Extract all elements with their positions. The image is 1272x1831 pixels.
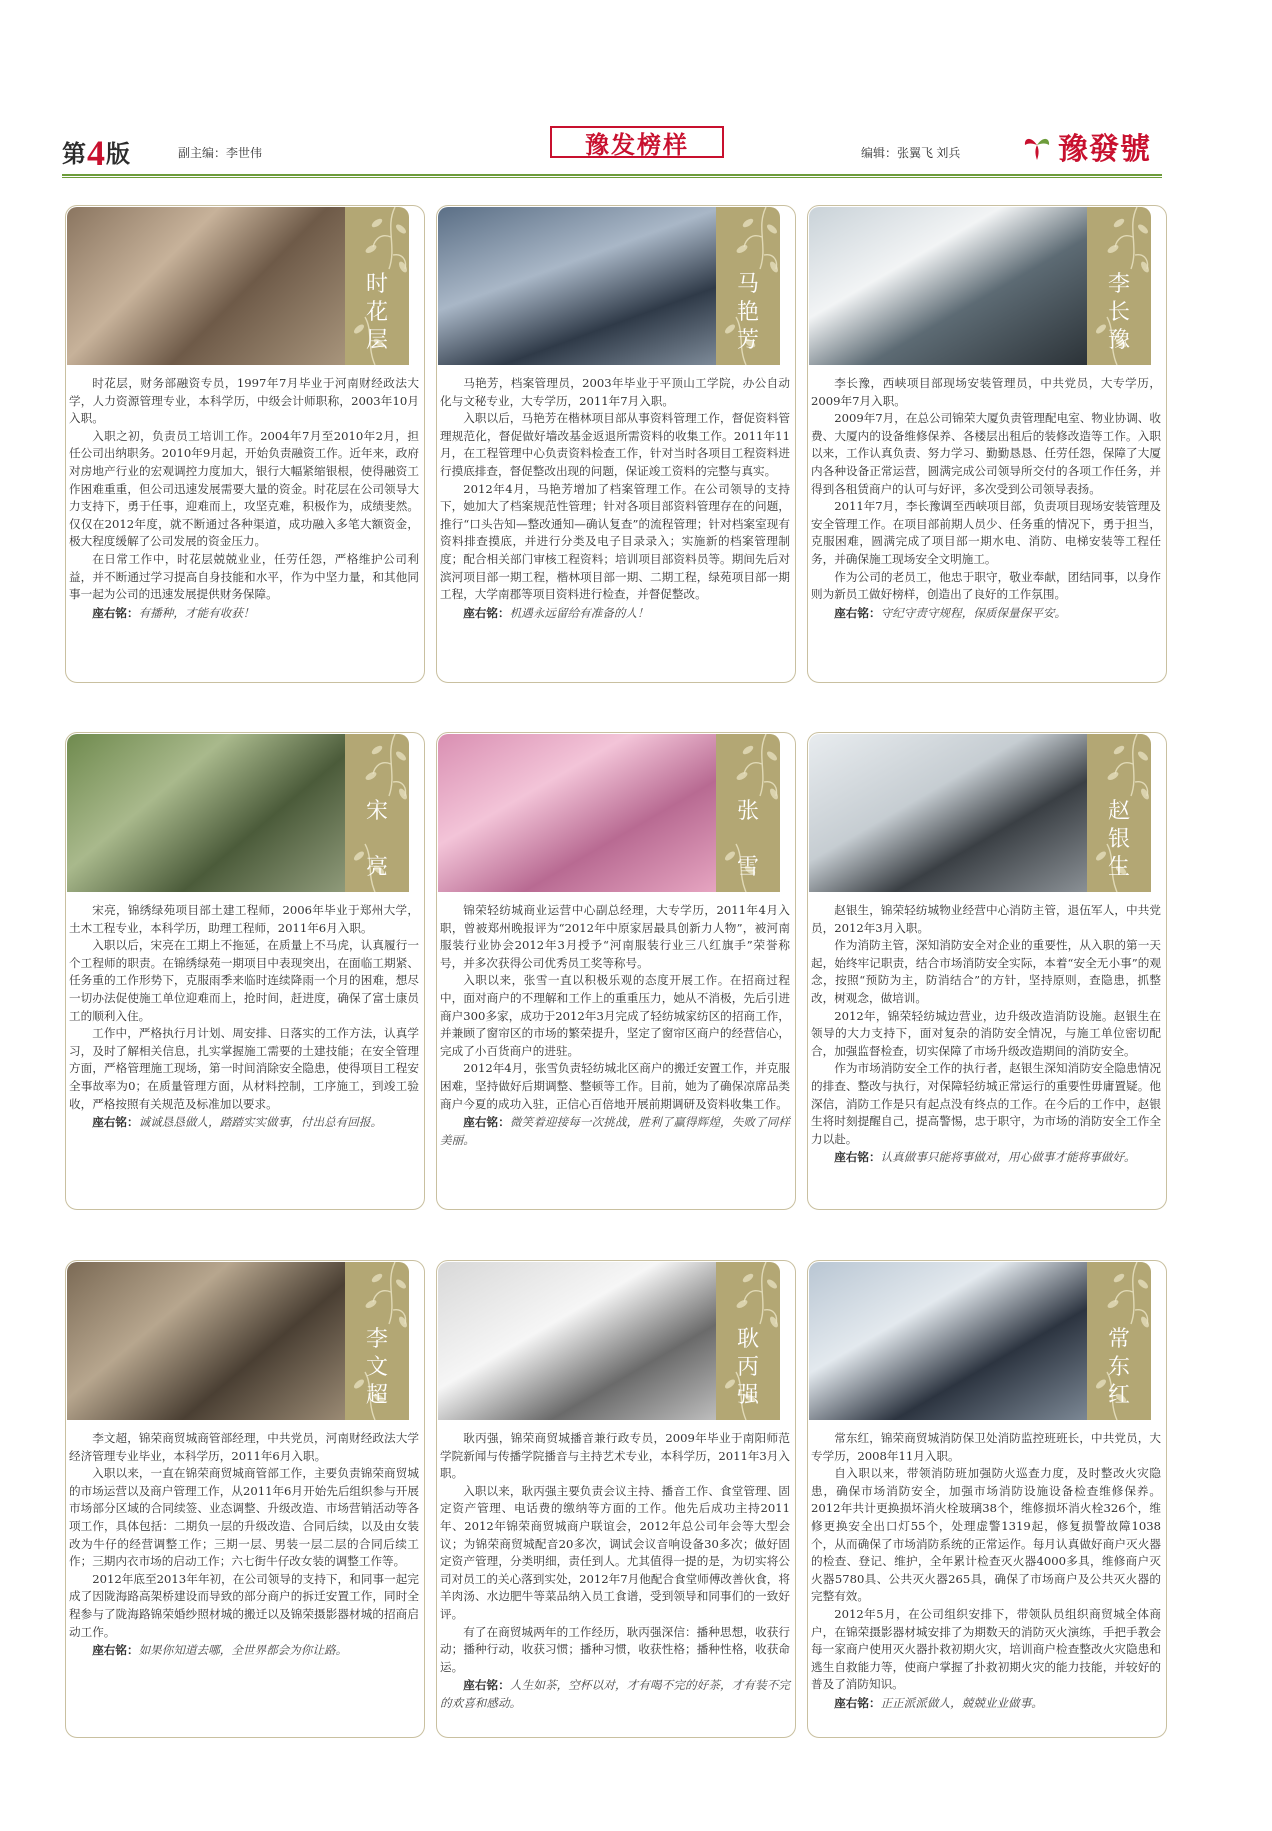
- profile-text: [440, 375, 790, 622]
- profile-text: [69, 375, 419, 622]
- profile-paragraph: 作为市场消防安全工作的执行者，赵银生深知消防安全隐患情况的排查、整改与执行，对保障轻纺城正常运行的重要性毋庸置疑。他深信，消防工作是只有起点没有终点的工作。在今后的工作中，赵银生将时刻提醒自己，提高警惕，忠于职守，为市场的消防安全工作全力以赴。: [811, 1061, 1161, 1146]
- name-char: 生: [1107, 855, 1130, 880]
- motto-text: 机遇永远留给有准备的人！: [509, 605, 649, 620]
- header-rule: [62, 174, 1162, 176]
- motto-label: 座右铭：: [834, 605, 881, 620]
- name-char: 芳: [736, 328, 759, 353]
- profile-paragraph: 入职以后，宋亮在工期上不拖延，在质量上不马虎，认真履行一个工程师的职责。在锦绣绿苑一期项目中表现突出，在面临工期紧、任务重的工作形势下，克服雨季来临时连续降雨一个月的困难，想尽一切办法促使施工单位迎难而上，抢时间，赶进度，确保了富士康员工的顺利入住。: [69, 938, 419, 1023]
- profile-motto: [440, 1114, 790, 1149]
- profile-paragraph: 李文超，锦荣商贸城商管部经理，中共党员，河南财经政法大学经济管理专业毕业，本科学历，2011年6月入职。: [69, 1431, 419, 1463]
- masthead: [62, 126, 1162, 176]
- motto-label: 座右铭：: [834, 1695, 881, 1710]
- name-char: 常: [1107, 1327, 1130, 1352]
- logo-text: 豫發號: [1058, 132, 1151, 167]
- name-char: 宋: [365, 799, 388, 824]
- profile-name: [1087, 1326, 1151, 1410]
- profile-card: [807, 732, 1167, 1212]
- profile-paragraph: 赵银生，锦荣轻纺城物业经营中心消防主管，退伍军人，中共党员，2012年3月入职。: [811, 903, 1161, 935]
- name-panel: [345, 734, 409, 892]
- profile-photo: [809, 1262, 1087, 1420]
- name-panel: [716, 1262, 780, 1420]
- profile-photo: [438, 734, 716, 892]
- profile-paragraph: 作为消防主管，深知消防安全对企业的重要性，从入职的第一天起，始终牢记职责，结合市场消防安全实际，本着“安全无小事”的观念，按照“预防为主，防消结合”的方针，坚持原则，查隐患，抓整改，树观念，做培训。: [811, 938, 1161, 1005]
- motto-label: 座右铭：: [463, 605, 510, 620]
- header-rule-thin: [62, 177, 1162, 178]
- profile-name: [716, 798, 780, 882]
- profile-paragraph: 2012年5月，在公司组织安排下，带领队员组织商贸城全体商户，在锦荣摄影器材城安排了为期数天的消防灭火演练，手把手教会每一家商户使用灭火器扑救初期火灾，培训商户检查整改火灾隐患和逃生自救能力等，使商户掌握了扑救初期火灾的能力技能，并较好的普及了消防知识。: [811, 1606, 1161, 1692]
- profile-card: [807, 205, 1167, 685]
- name-char: 超: [365, 1383, 388, 1408]
- profile-card: [436, 732, 796, 1212]
- profile-paragraph: 作为公司的老员工，他忠于职守，敬业奉献，团结同事，以身作则为新员工做好榜样，创造出了良好的工作氛围。: [811, 569, 1161, 602]
- name-panel: [1087, 207, 1151, 365]
- name-char: 文: [365, 1355, 388, 1380]
- motto-text: 有播种，才能有收获！: [138, 605, 255, 620]
- name-char: 亮: [365, 855, 388, 880]
- profile-text: [440, 902, 790, 1149]
- profile-paragraph: 锦荣轻纺城商业运营中心副总经理，大专学历，2011年4月入职，曾被郑州晚报评为“2012年中原家居最具创新力人物”，被河南服装行业协会2012年3月授予“河南服装行业三八红旗手”荣誉称号，并多次获得公司优秀员工奖等称号。: [440, 903, 790, 970]
- profile-name: [1087, 798, 1151, 882]
- motto-text: 正正派派做人，兢兢业业做事。: [880, 1695, 1043, 1710]
- profile-motto: [811, 1695, 1161, 1713]
- profile-paragraph: 入职以来，张雪一直以积极乐观的态度开展工作。在招商过程中，面对商户的不理解和工作上的重重压力，她从不消极，先后引进商户300多家，成功于2012年3月完成了轻纺城家纺区的招商工作，并兼顾了窗帘区的市场的繁荣提升，坚定了窗帘区商户的经营信心，完成了小百货商户的进驻。: [440, 973, 790, 1058]
- profile-paragraph: 马艳芳，档案管理员，2003年毕业于平顶山工学院，办公自动化与文秘专业，大专学历，2011年7月入职。: [440, 376, 790, 408]
- profile-text: [811, 1430, 1161, 1713]
- name-char: [345, 826, 409, 854]
- name-panel: [716, 734, 780, 892]
- profile-name: [716, 271, 780, 355]
- profile-name: [716, 1326, 780, 1410]
- profile-paragraph: 2009年7月，在总公司锦荣大厦负责管理配电室、物业协调、收费、大厦内的设备维修保养、各楼层出租后的装修改造等工作。入职以来，工作认真负责、努力学习、勤勤恳恳、任劳任怨，保障了大厦内各种设备正常运营，圆满完成公司领导所交付的各项工作任务，并得到各租赁商户的认可与好评，多次受到公司领导表扬。: [811, 411, 1161, 496]
- profile-photo: [438, 1262, 716, 1420]
- profile-paragraph: 2011年7月，李长豫调至西峡项目部，负责项目现场安装管理及安全管理工作。在项目部前期人员少、任务重的情况下，勇于担当，克服困难，圆满完成了项目部一期水电、消防、电梯安装等工程任务，并确保施工现场安全文明施工。: [811, 499, 1161, 566]
- profile-card: [65, 732, 425, 1212]
- name-char: 东: [1107, 1355, 1130, 1380]
- name-char: 艳: [736, 300, 759, 325]
- name-char: 张: [736, 799, 759, 824]
- name-char: 李: [365, 1327, 388, 1352]
- motto-label: 座右铭：: [92, 605, 139, 620]
- motto-text: 如果你知道去哪，全世界都会为你让路。: [138, 1643, 348, 1658]
- profile-text: [69, 1430, 419, 1660]
- profile-photo: [67, 1262, 345, 1420]
- name-char: 耿: [736, 1327, 759, 1352]
- profile-card: [65, 1260, 425, 1740]
- profile-photo: [67, 734, 345, 892]
- motto-label: 座右铭：: [463, 1678, 510, 1693]
- profile-paragraph: 入职以来，一直在锦荣商贸城商管部工作，主要负责锦荣商贸城的市场运营以及商户管理工作，从2011年6月开始先后组织参与开展市场部分区域的合同续签、业态调整、升级改造、市场营销活动等各项工作，具体包括：二期负一层的升级改造、合同后续，以及由女装改为牛仔的经营调整工作；三期一层、男装一层二层的合同后续工作；三期内衣市场的启动工作；六七街牛仔改女装的调整工作等。: [69, 1466, 419, 1569]
- name-char: 长: [1107, 300, 1130, 325]
- profile-name: [345, 1326, 409, 1410]
- name-panel: [1087, 1262, 1151, 1420]
- profile-paragraph: 2012年4月，张雪负责轻纺城北区商户的搬迁安置工作，并克服困难，坚持做好后期调整、整顿等工作。目前，她为了确保凉席品类商户今夏的成功入驻，正信心百倍地开展前期调研及资料收集工作。: [440, 1061, 790, 1111]
- profile-motto: [69, 1114, 419, 1132]
- name-char: [716, 826, 780, 854]
- profile-motto: [69, 605, 419, 623]
- name-char: 红: [1107, 1383, 1130, 1408]
- name-char: 赵: [1107, 799, 1130, 824]
- profile-paragraph: 2012年4月，马艳芳增加了档案管理工作。在公司领导的支持下，她加大了档案规范性管理；针对各项目部资料管理存在的问题，推行“口头告知—整改通知—确认复查”的流程管理；针对档案室现有资料排查摸底，并进行分类及电子目录录入；实施新的档案管理制度；配合相关部门审核工程资料；培训项目部资料员等。期间先后对滨河项目部一期工程，楷林项目部一期、二期工程，绿苑项目部一期工程，大学南郡等项目资料进行检查，并督促整改。: [440, 481, 790, 602]
- name-char: 层: [365, 328, 388, 353]
- profile-motto: [440, 605, 790, 623]
- motto-text: 微笑着迎接每一次挑战，胜利了赢得辉煌，失败了同样美丽。: [440, 1115, 790, 1147]
- name-char: 李: [1107, 272, 1130, 297]
- profile-motto: [440, 1677, 790, 1712]
- sub-editor-credit: 副主编：李世伟: [178, 146, 263, 160]
- profile-paragraph: 2012年底至2013年年初，在公司领导的支持下，和同事一起完成了因陇海路高架桥建设而导致的部分商户的拆迁安置工作，同时全程参与了陇海路锦荣婚纱照材城的搬迁以及锦荣摄影器材城的招商启动工作。: [69, 1571, 419, 1639]
- motto-label: 座右铭：: [92, 1643, 139, 1658]
- profile-photo: [809, 734, 1087, 892]
- profile-card: [436, 205, 796, 685]
- company-logo: [1022, 126, 1151, 166]
- profile-name: [345, 798, 409, 882]
- profile-paragraph: 入职以来，耿丙强主要负责会议主持、播音工作、食堂管理、固定资产管理、电话费的缴纳等方面的工作。他先后成功主持2011年、2012年锦荣商贸城商户联谊会，2012年总公司年会等大型会议；为锦荣商贸城配音20多次，调试会议音响设备30多次；做好固定资产管理，分类明细，责任到人。尤其值得一提的是，为切实将公司对员工的关心落到实处，2012年7月他配合食堂师傅改善伙食，将羊肉汤、水边肥牛等菜品纳入员工食谱，受到领导和同事们的一致好评。: [440, 1483, 790, 1621]
- profile-photo: [438, 207, 716, 365]
- name-panel: [1087, 734, 1151, 892]
- profile-photo: [809, 207, 1087, 365]
- page-number: 第4版: [62, 133, 130, 173]
- motto-text: 人生如茶，空杯以对，才有喝不完的好茶，才有装不完的欢喜和感动。: [440, 1678, 790, 1710]
- motto-label: 座右铭：: [834, 1150, 881, 1165]
- profile-paragraph: 工作中，严格执行月计划、周安排、日落实的工作方法，认真学习，及时了解相关信息，扎实掌握施工需要的土建技能；在安全管理方面，严格管理施工现场，第一时间消除安全隐患，使得项目工程安全事故率为0；在质量管理方面，从材料控制，工序施工，到竣工验收，严格按照有关规范及标准加以要求。: [69, 1026, 419, 1111]
- profile-paragraph: 时花层，财务部融资专员，1997年7月毕业于河南财经政法大学，人力资源管理专业，本科学历，中级会计师职称，2003年10月入职。: [69, 376, 419, 426]
- profile-card: [807, 1260, 1167, 1740]
- name-char: 雪: [736, 855, 759, 880]
- profile-paragraph: 李长豫，西峡项目部现场安装管理员，中共党员，大专学历，2009年7月入职。: [811, 376, 1161, 408]
- section-title: 豫发榜样: [550, 126, 724, 158]
- name-panel: [345, 207, 409, 365]
- motto-text: 诚诚恳恳做人，踏踏实实做事，付出总有回报。: [138, 1115, 383, 1130]
- profile-photo: [67, 207, 345, 365]
- name-panel: [716, 207, 780, 365]
- profile-card: [436, 1260, 796, 1740]
- name-char: 马: [736, 272, 759, 297]
- profile-name: [1087, 271, 1151, 355]
- profile-card: [65, 205, 425, 685]
- profile-paragraph: 2012年，锦荣轻纺城边营业，边升级改造消防设施。赵银生在领导的大力支持下，面对复杂的消防安全情况，与施工单位密切配合，加强监督检查，切实保障了市场升级改造期间的消防安全。: [811, 1008, 1161, 1058]
- profile-text: [811, 902, 1161, 1167]
- name-char: 豫: [1107, 328, 1130, 353]
- profile-paragraph: 自入职以来，带领消防班加强防火巡查力度，及时整改火灾隐患，确保市场消防安全，加强市场消防设施设备检查维修保养。2012年共计更换损坏消火栓玻璃38个，维修损坏消火栓326个，维修更换安全出口灯55个，处理虚警1319起，修复损警故障1038个，从而确保了市场消防系统的正常运作。每月认真做好商户灭火器的检查、登记、维护，全年累计检查灭火器4000多具，维修商户灭火器5780具、公共灭火器265具，确保了市场商户及公共灭火器的完整有效。: [811, 1466, 1161, 1604]
- motto-text: 守纪守责守规程，保质保量保平安。: [880, 605, 1067, 620]
- profile-paragraph: 入职之初，负责员工培训工作。2004年7月至2010年2月，担任公司出纳职务。2010年9月起，开始负责融资工作。近年来，政府对房地产行业的宏观调控力度加大，银行大幅紧缩银根，使得融资工作困难重重，但公司迅速发展需要大量的资金。时花层在公司领导大力支持下，勇于任事，迎难而上，攻坚克难，积极作为，成绩斐然。仅仅在2012年度，就不断通过各种渠道，成功融入多笔大额资金，极大程度缓解了公司发展的资金压力。: [69, 428, 419, 549]
- motto-label: 座右铭：: [92, 1115, 139, 1130]
- profile-motto: [811, 1149, 1161, 1167]
- editors-credit: 编辑：张翼飞 刘兵: [861, 146, 961, 160]
- profile-paragraph: 宋亮，锦绣绿苑项目部土建工程师，2006年毕业于郑州大学，土木工程专业，本科学历，助理工程师，2011年6月入职。: [69, 903, 419, 935]
- motto-label: 座右铭：: [463, 1115, 510, 1130]
- name-panel: [345, 1262, 409, 1420]
- profile-paragraph: 耿丙强，锦荣商贸城播音兼行政专员，2009年毕业于南阳师范学院新闻与传播学院播音与主持艺术专业，本科学历，2011年3月入职。: [440, 1431, 790, 1481]
- profile-text: [440, 1430, 790, 1713]
- name-char: 银: [1107, 827, 1130, 852]
- profile-text: [811, 375, 1161, 622]
- profile-text: [69, 902, 419, 1132]
- profile-motto: [811, 605, 1161, 623]
- name-char: 强: [736, 1383, 759, 1408]
- profile-motto: [69, 1642, 419, 1660]
- profile-paragraph: 有了在商贸城两年的工作经历，耿丙强深信：播种思想，收获行动；播种行动，收获习惯；播种习惯，收获性格；播种性格，收获命运。: [440, 1624, 790, 1674]
- name-char: 花: [365, 300, 388, 325]
- leaf-logo-icon: [1022, 131, 1052, 161]
- name-char: 时: [365, 272, 388, 297]
- profile-paragraph: 在日常工作中，时花层兢兢业业，任劳任怨，严格维护公司利益，并不断通过学习提高自身技能和水平，作为中坚力量，和其他同事一起为公司的迅速发展提供财务保障。: [69, 551, 419, 602]
- profile-paragraph: 常东红，锦荣商贸城消防保卫处消防监控班班长，中共党员，大专学历，2008年11月入职。: [811, 1431, 1161, 1463]
- profile-name: [345, 271, 409, 355]
- name-char: 丙: [736, 1355, 759, 1380]
- profile-paragraph: 入职以后，马艳芳在楷林项目部从事资料管理工作，督促资料管理规范化，督促做好墙改基金返退所需资料的收集工作。2011年11月，在工程管理中心负责资料检查工作，针对当时各项目工程资料进行摸底排查，督促整改出现的问题，保证竣工资料的完整与真实。: [440, 411, 790, 478]
- motto-text: 认真做事只能将事做对，用心做事才能将事做好。: [880, 1150, 1136, 1165]
